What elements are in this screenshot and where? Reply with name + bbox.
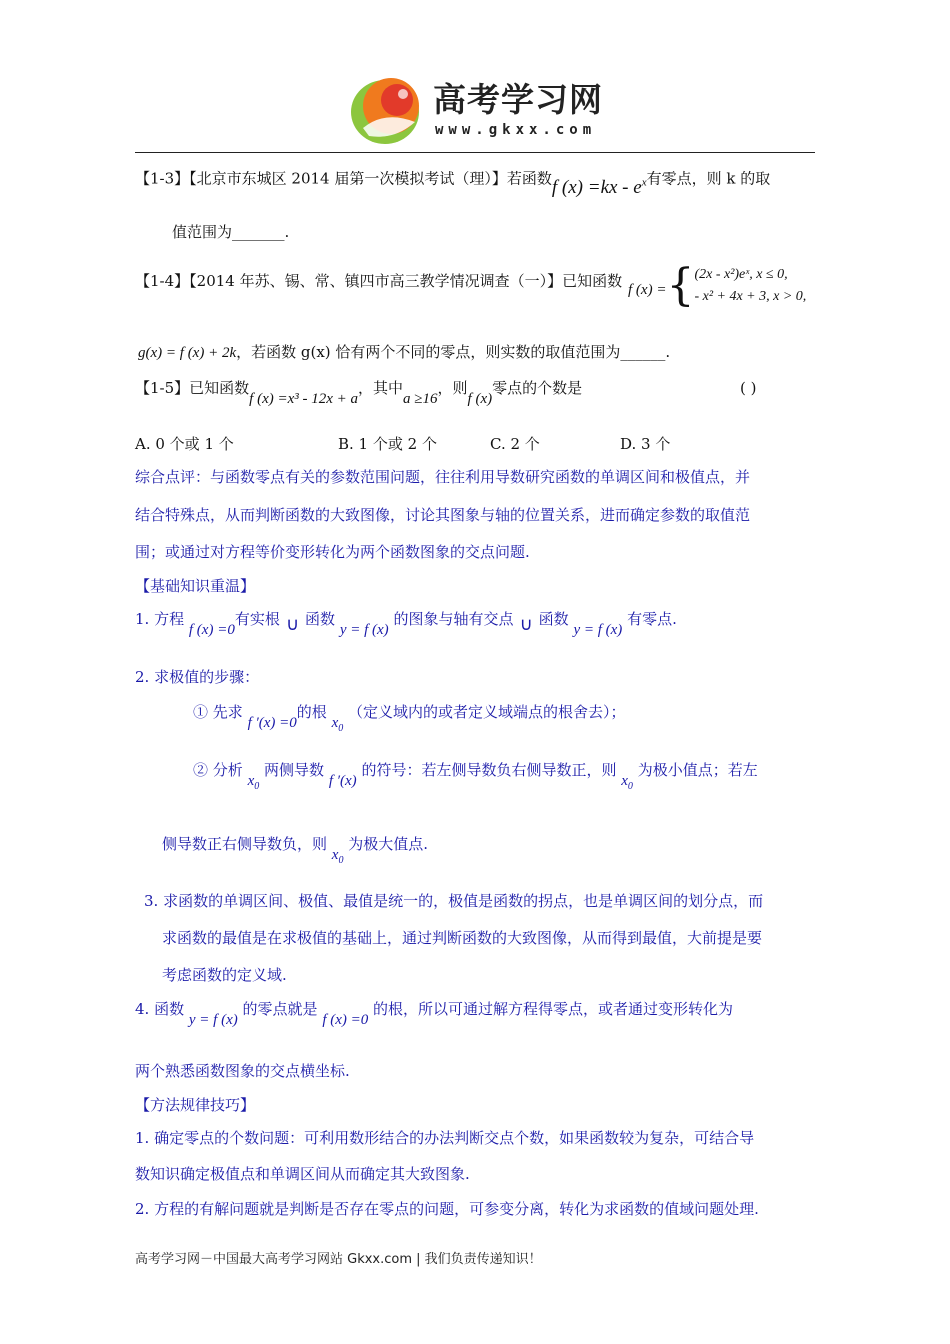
logo-title: 高考学习网 [433,80,603,119]
basics-p4-line1: 4. 函数 y = f (x) 的零点就是 f (x) =0 的根，所以可通过解方程得零点，或者通过变形转化为 [135,1000,734,1028]
q15-option-c: C. 2 个 [490,435,540,453]
q13-formula: f $(x) =kx - e^x$ [551,177,647,199]
comment-line1: 综合点评：与函数零点有关的参数范围问题，往往利用导数研究函数的单调区间和极值点，并 [135,468,751,486]
q14-case2: - x² + 4x + 3, x > 0, [694,289,807,304]
q14-gx: g(x) = f (x) + 2k [138,345,237,361]
q15-prefix: 【1-5】已知函数 [135,379,250,397]
header-rule [135,152,815,153]
basics-p3-line2: 求函数的最值是在求极值的基础上，通过判断函数的大致图像，从而得到最值，大前提是要 [162,929,763,947]
q15-option-d: D. 3 个 [620,435,671,453]
q15-paren: ( ) [740,379,757,397]
q14-piecewise [628,260,807,311]
q14-fx: f (x) = [628,282,667,298]
brace-icon: { [666,260,695,311]
q14-line2-text: ，若函数 g(x) 恰有两个不同的零点，则实数的取值范围为______. [236,343,671,361]
q15-suffix: 零点的个数是 [492,379,583,397]
q14-prefix: 【1-4】【2014 年苏、锡、常、镇四市高三教学情况调查（一）】已知函数 [135,272,623,290]
site-logo [345,70,615,150]
methods-m2: 2. 方程的有解问题就是判断是否存在零点的问题，可参变分离，转化为求函数的值域问题处理. [135,1200,759,1218]
basics-p2-step2-cont: 侧导数正右侧导数负，则 $x_0$ 为极大值点. [162,835,429,866]
q14-case1: (2x - x²)eˣ, x ≤ 0, [694,267,788,282]
q13-line2: 值范围为_______. [172,223,290,241]
q15-option-a: A. 0 个或 1 个 [135,435,234,453]
basics-p3-line1: 3. 求函数的单调区间、极值、最值是统一的，极值是函数的拐点，也是单调区间的划分点，而 [144,892,764,910]
union-icon: ∪ [285,614,300,635]
basics-heading: 【基础知识重温】 [135,577,256,595]
q13-line1 [135,162,771,199]
q15-cond: a ≥16 [403,391,438,407]
q15-mid2: ，则 [437,379,468,397]
q15-option-b: B. 1 个或 2 个 [338,435,437,453]
q15-fx: f (x) [467,391,493,407]
logo-url: www.gkxx.com [435,122,597,138]
logo-mark-icon [345,70,433,152]
q13-suffix: 有零点，则 k 的取 [646,169,771,188]
q13-prefix: 【1-3】【北京市东城区 2014 届第一次模拟考试（理）】若函数 [135,169,552,188]
basics-p2-step1: ① 先求 f ′(x) =0的根 $x_0$ （定义域内的或者定义域端点的根舍去）； [193,703,626,734]
q15-mid: ，其中 [358,379,404,397]
basics-p3-line3: 考虑函数的定义域. [162,966,287,984]
union-icon-2: ∪ [519,614,533,635]
basics-p2-step2: ② 分析 $x_0$ 两侧导数 f ′(x) 的符号：若左侧导数负右侧导数正，则 $x_0$ 为极小值点；若左 [193,761,758,792]
basics-p1: 1. 方程 f (x) =0有实根 ∪ 函数 y = f (x) 的图象与轴有交点 ∪ 函数 y = f (x) 有零点. [135,610,677,638]
q15-formula: f (x) =x³ - 12x + a [249,391,359,407]
page-footer: 高考学习网－中国最大高考学习网站 Gkxx.com | 我们负责传递知识！ [135,1252,542,1267]
methods-m1-line1: 1. 确定零点的个数问题：可利用数形结合的办法判断交点个数，如果函数较为复杂，可结合导 [135,1129,755,1147]
q15-line1 [135,377,583,407]
basics-p4-line2: 两个熟悉函数图象的交点横坐标. [135,1062,350,1080]
q14-line2 [138,341,670,364]
methods-m1-line2: 数知识确定极值点和单调区间从而确定其大致图象. [135,1165,470,1183]
methods-heading: 【方法规律技巧】 [135,1096,256,1114]
basics-p2: 2. 求极值的步骤： [135,668,260,686]
comment-line2: 结合特殊点，从而判断函数的大致图像，讨论其图象与轴的位置关系，进而确定参数的取值范 [135,506,751,524]
comment-line3: 围；或通过对方程等价变形转化为两个函数图象的交点问题. [135,543,530,561]
q14-line1 [135,270,622,292]
